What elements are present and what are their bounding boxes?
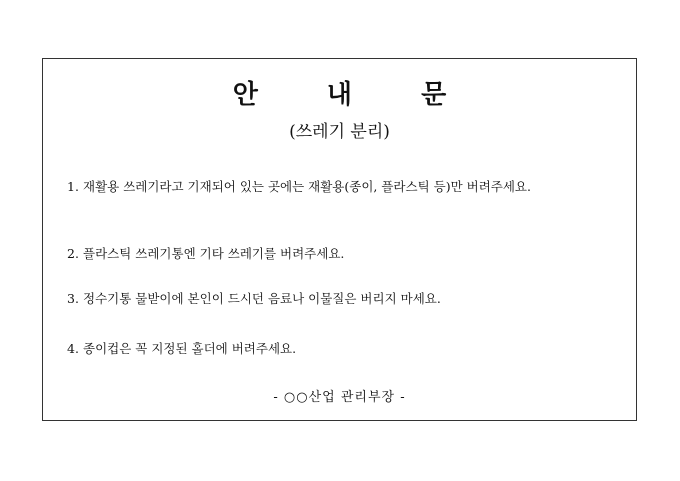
notice-item-3 [67, 289, 620, 309]
notice-board [42, 58, 637, 421]
notice-item-number: 1. [67, 179, 79, 194]
notice-item-text: 재활용 쓰레기라고 기재되어 있는 곳에는 재활용(종이, 플라스틱 등)만 버려주세요. [83, 179, 531, 194]
notice-title: 안 내 문 [232, 80, 477, 110]
notice-signature: - ○○산업 관리부장 - [273, 390, 406, 405]
notice-item-text: 플라스틱 쓰레기통엔 기타 쓰레기를 버려주세요. [83, 246, 345, 261]
notice-item-number: 3. [67, 291, 79, 306]
notice-item-number: 2. [67, 246, 79, 261]
notice-item-2 [67, 244, 620, 264]
notice-item-1 [67, 177, 620, 197]
notice-item-4 [67, 339, 620, 359]
notice-item-text: 정수기통 물받이에 본인이 드시던 음료나 이물질은 버리지 마세요. [83, 291, 441, 306]
notice-subtitle: (쓰레기 분리) [289, 122, 390, 142]
notice-item-text: 종이컵은 꼭 지정된 홀더에 버려주세요. [83, 341, 297, 356]
notice-item-number: 4. [67, 341, 79, 356]
